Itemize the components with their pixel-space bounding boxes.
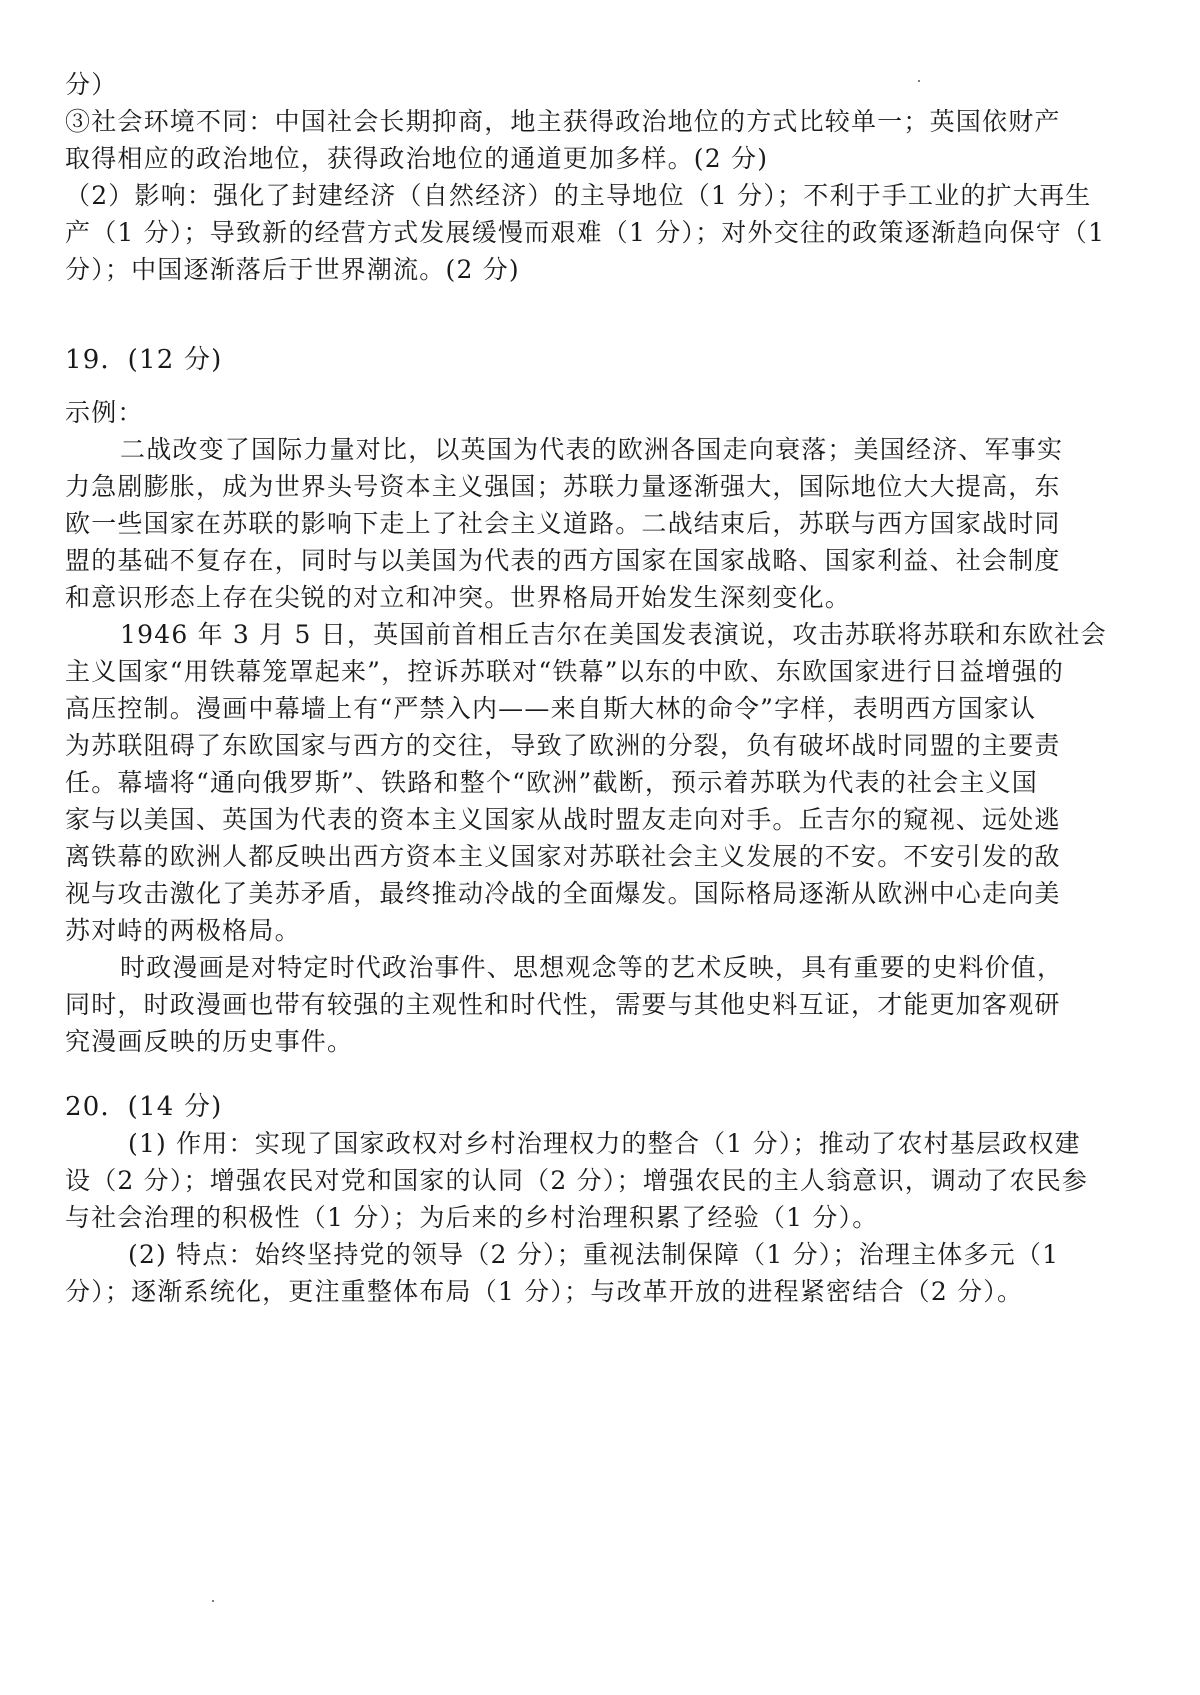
paragraph-line: (1) 作用：实现了国家政权对乡村治理权力的整合（1 分）；推动了农村基层政权建 xyxy=(128,1129,1081,1158)
paragraph-line: 家与以美国、英国为代表的资本主义国家从战时盟友走向对手。丘吉尔的窥视、远处逃 xyxy=(65,805,1061,834)
s18-line: ③社会环境不同：中国社会长期抑商，地主获得政治地位的方式比较单一；英国依财产 xyxy=(65,107,1061,136)
question-19-heading: 19．(12 分) xyxy=(65,345,223,375)
paragraph-line: 任。幕墙将“通向俄罗斯”、铁路和整个“欧洲”截断，预示着苏联为代表的社会主义国 xyxy=(65,768,1038,797)
s18-line: 分） xyxy=(65,70,118,99)
paragraph-line: 盟的基础不复存在，同时与以美国为代表的西方国家在国家战略、国家利益、社会制度 xyxy=(65,546,1061,575)
scan-speck xyxy=(918,80,920,82)
paragraph-line: 究漫画反映的历史事件。 xyxy=(65,1027,354,1056)
paragraph-line: 分）；逐渐系统化，更注重整体布局（1 分）；与改革开放的进程紧密结合（2 分）。 xyxy=(65,1277,1024,1306)
paragraph-line: 1946 年 3 月 5 日，英国前首相丘吉尔在美国发表演说，攻击苏联将苏联和东欧社会 xyxy=(120,620,1107,649)
paragraph-line: 视与攻击激化了美苏矛盾，最终推动冷战的全面爆发。国际格局逐渐从欧洲中心走向美 xyxy=(65,879,1061,908)
s18-line: （2）影响：强化了封建经济（自然经济）的主导地位（1 分）；不利于手工业的扩大再生 xyxy=(65,181,1092,210)
paragraph-line: 与社会治理的积极性（1 分）；为后来的乡村治理积累了经验（1 分）。 xyxy=(65,1203,879,1232)
paragraph-line: 设（2 分）；增强农民对党和国家的认同（2 分）；增强农民的主人翁意识，调动了农民参 xyxy=(65,1166,1089,1195)
paragraph-line: 欧一些国家在苏联的影响下走上了社会主义道路。二战结束后，苏联与西方国家战时同 xyxy=(65,509,1061,538)
paragraph-line: 主义国家“用铁幕笼罩起来”，控诉苏联对“铁幕”以东的中欧、东欧国家进行日益增强的 xyxy=(65,657,1065,686)
paragraph-line: 同时，时政漫画也带有较强的主观性和时代性，需要与其他史料互证，才能更加客观研 xyxy=(65,990,1061,1019)
paragraph-line: 为苏联阻碍了东欧国家与西方的交往，导致了欧洲的分裂，负有破坏战时同盟的主要责 xyxy=(65,731,1061,760)
s18-line: 分）；中国逐渐落后于世界潮流。(2 分) xyxy=(65,255,520,284)
paragraph-line: 二战改变了国际力量对比，以英国为代表的欧洲各国走向衰落；美国经济、军事实 xyxy=(120,435,1064,464)
paragraph-line: 离铁幕的欧洲人都反映出西方资本主义国家对苏联社会主义发展的不安。不安引发的敌 xyxy=(65,842,1061,871)
paragraph-line: (2) 特点：始终坚持党的领导（2 分）；重视法制保障（1 分）；治理主体多元（1 xyxy=(128,1240,1060,1269)
paragraph-line: 苏对峙的两极格局。 xyxy=(65,916,301,945)
s18-line: 取得相应的政治地位，获得政治地位的通道更加多样。(2 分) xyxy=(65,144,769,173)
paragraph-line: 高压控制。漫画中幕墙上有“严禁入内——来自斯大林的命令”字样，表明西方国家认 xyxy=(65,694,1037,723)
example-label: 示例： xyxy=(65,398,144,427)
paragraph-line: 时政漫画是对特定时代政治事件、思想观念等的艺术反映，具有重要的史料价值， xyxy=(120,953,1064,982)
question-20-heading: 20．(14 分) xyxy=(65,1092,223,1122)
paragraph-line: 力急剧膨胀，成为世界头号资本主义强国；苏联力量逐渐强大，国际地位大大提高，东 xyxy=(65,472,1061,501)
paragraph-line: 和意识形态上存在尖锐的对立和冲突。世界格局开始发生深刻变化。 xyxy=(65,583,852,612)
s18-line: 产（1 分）；导致新的经营方式发展缓慢而艰难（1 分）；对外交往的政策逐渐趋向保守（1 xyxy=(65,218,1106,247)
scan-speck xyxy=(212,1600,214,1602)
